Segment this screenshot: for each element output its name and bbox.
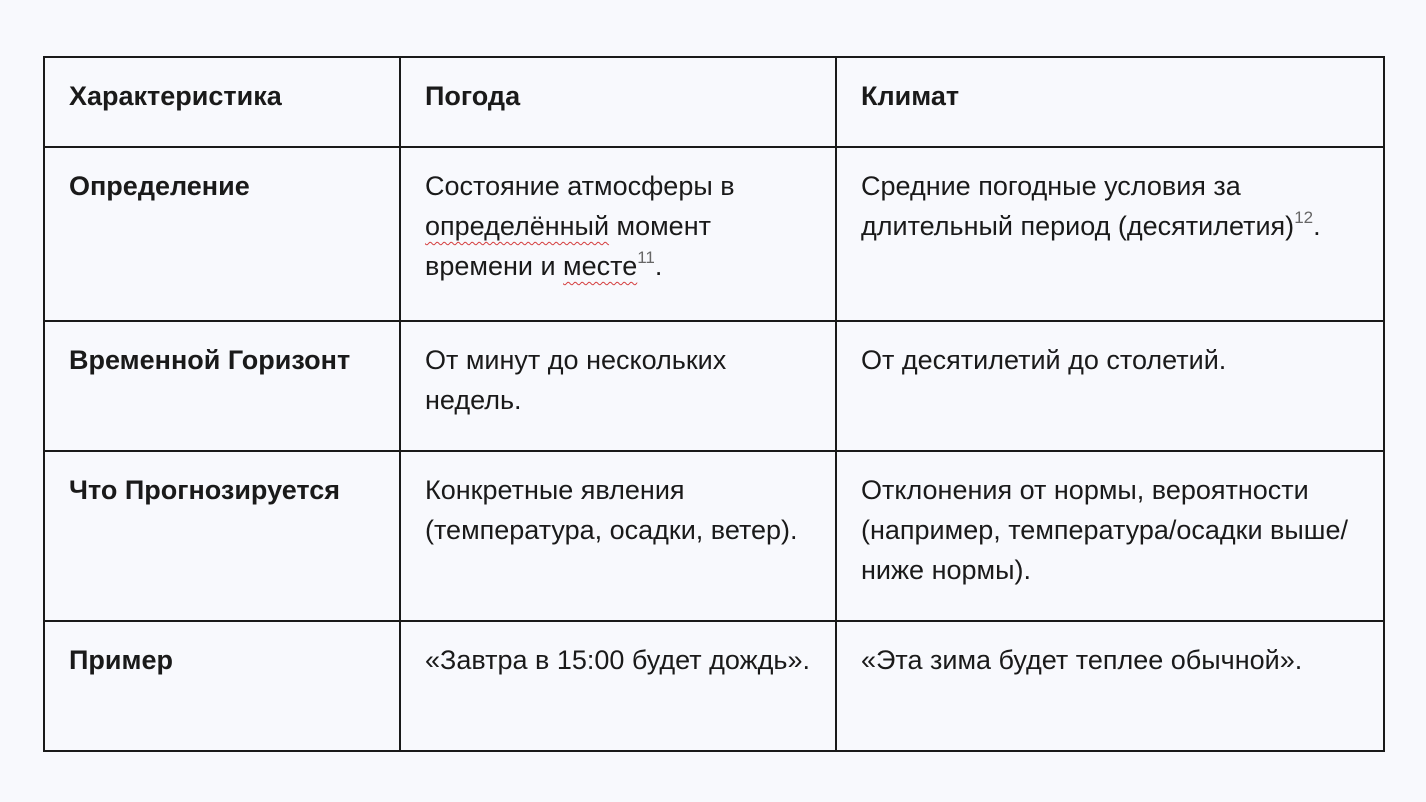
row-label-time-horizon: Временной Горизонт — [44, 321, 400, 451]
row-label-example: Пример — [44, 621, 400, 751]
cell-text: Состояние атмосферы в — [425, 171, 735, 201]
cell-climate-horizon: От десятилетий до столетий. — [836, 321, 1384, 451]
header-climate: Климат — [836, 57, 1384, 147]
cell-weather-definition — [400, 147, 836, 321]
cell-climate-definition — [836, 147, 1384, 321]
header-weather: Погода — [400, 57, 836, 147]
spellcheck-word[interactable]: определённый — [425, 211, 610, 241]
cell-weather-forecast: Конкретные явления (температура, осадки, ветер). — [400, 451, 836, 621]
comparison-table — [43, 56, 1385, 752]
row-label-definition: Определение — [44, 147, 400, 321]
row-label-forecast-subject: Что Прогнозируется — [44, 451, 400, 621]
cell-weather-example: «Завтра в 15:00 будет дождь». — [400, 621, 836, 751]
footnote-ref-12[interactable]: 12 — [1294, 208, 1314, 227]
cell-text: . — [1313, 211, 1321, 241]
spellcheck-word[interactable]: месте — [563, 251, 638, 281]
cell-text: . — [654, 251, 663, 281]
cell-weather-horizon: От минут до нескольких недель. — [400, 321, 836, 451]
table-row — [44, 621, 1384, 751]
cell-climate-forecast: Отклонения от нормы, вероятности (например, температура/осадки выше/ниже нормы). — [836, 451, 1384, 621]
cell-text: Средние погодные условия за длительный период (десятилетия) — [861, 171, 1295, 241]
header-characteristic: Характеристика — [44, 57, 400, 147]
footnote-ref-11[interactable]: 11 — [637, 248, 655, 267]
table-row — [44, 451, 1384, 621]
cell-text: момент времени и — [425, 211, 711, 281]
table-row — [44, 147, 1384, 321]
cell-climate-example: «Эта зима будет теплее обычной». — [836, 621, 1384, 751]
table-row — [44, 321, 1384, 451]
table-header-row — [44, 57, 1384, 147]
